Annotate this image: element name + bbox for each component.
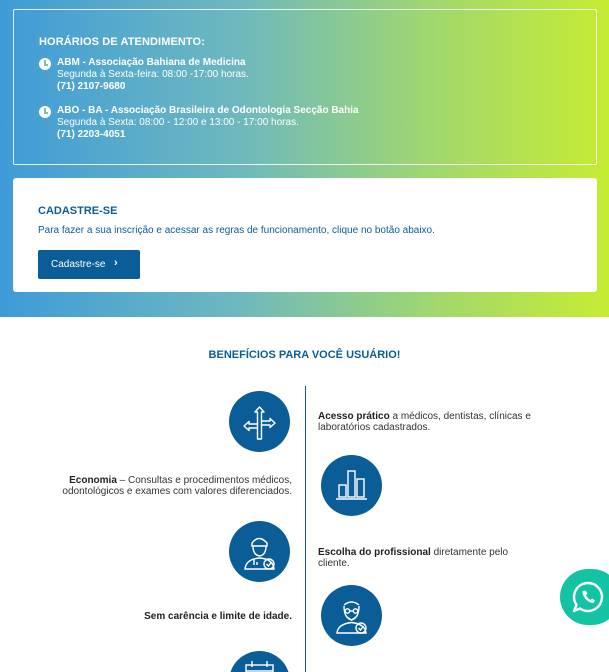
entry-schedule: Segunda à Sexta: 08:00 - 12:00 e 13:00 - 17:00 horas. xyxy=(57,117,299,128)
entry-schedule: Segunda à Sexta-feira: 08:00 -17:00 horas. xyxy=(57,69,249,80)
entry-name: ABM - Associação Bahiana de Medicina xyxy=(57,57,246,68)
signup-button[interactable] xyxy=(38,250,140,279)
clock-icon xyxy=(39,106,51,118)
chevron-right-icon: › xyxy=(114,257,118,269)
hours-title: HORÁRIOS DE ATENDIMENTO: xyxy=(39,36,205,48)
signup-text: Para fazer a sua inscrição e acessar as regras de funcionamento, clique no botão abaixo. xyxy=(38,225,435,236)
entry-name: ABO - BA - Associação Brasileira de Odontologia Secção Bahia xyxy=(57,105,359,116)
benefit-text-sem-carencia: Sem carência e limite de idade. xyxy=(144,611,292,622)
doctor-check-icon xyxy=(229,521,290,582)
benefits-title: BENEFÍCIOS PARA VOCÊ USUÁRIO! xyxy=(208,349,401,361)
signup-card xyxy=(13,178,597,292)
benefit-text-acesso: Acesso prático a médicos, dentistas, clínicas e laboratórios cadastrados. xyxy=(318,411,531,433)
timeline-divider xyxy=(305,386,306,672)
bar-chart-icon xyxy=(321,455,382,516)
elderly-check-icon xyxy=(321,585,382,646)
benefit-text-escolha: Escolha do profissional diretamente pelo cliente. xyxy=(318,547,509,569)
clock-icon xyxy=(39,58,51,70)
whatsapp-button[interactable] xyxy=(560,569,609,625)
benefit-text-economia: Economia – Consultas e procedimentos médicos, odontológicos e exames com valores diferenciados. xyxy=(62,475,292,497)
directions-arrows-icon xyxy=(229,391,290,452)
signup-title: CADASTRE-SE xyxy=(38,205,118,217)
entry-phone[interactable]: (71) 2203-4051 xyxy=(57,129,126,140)
entry-phone[interactable]: (71) 2107-9680 xyxy=(57,81,126,92)
calendar-icon xyxy=(229,651,290,672)
hours-box xyxy=(13,9,597,165)
whatsapp-icon xyxy=(571,580,605,614)
hero-section xyxy=(0,0,609,317)
signup-button-label: Cadastre-se xyxy=(51,259,106,270)
